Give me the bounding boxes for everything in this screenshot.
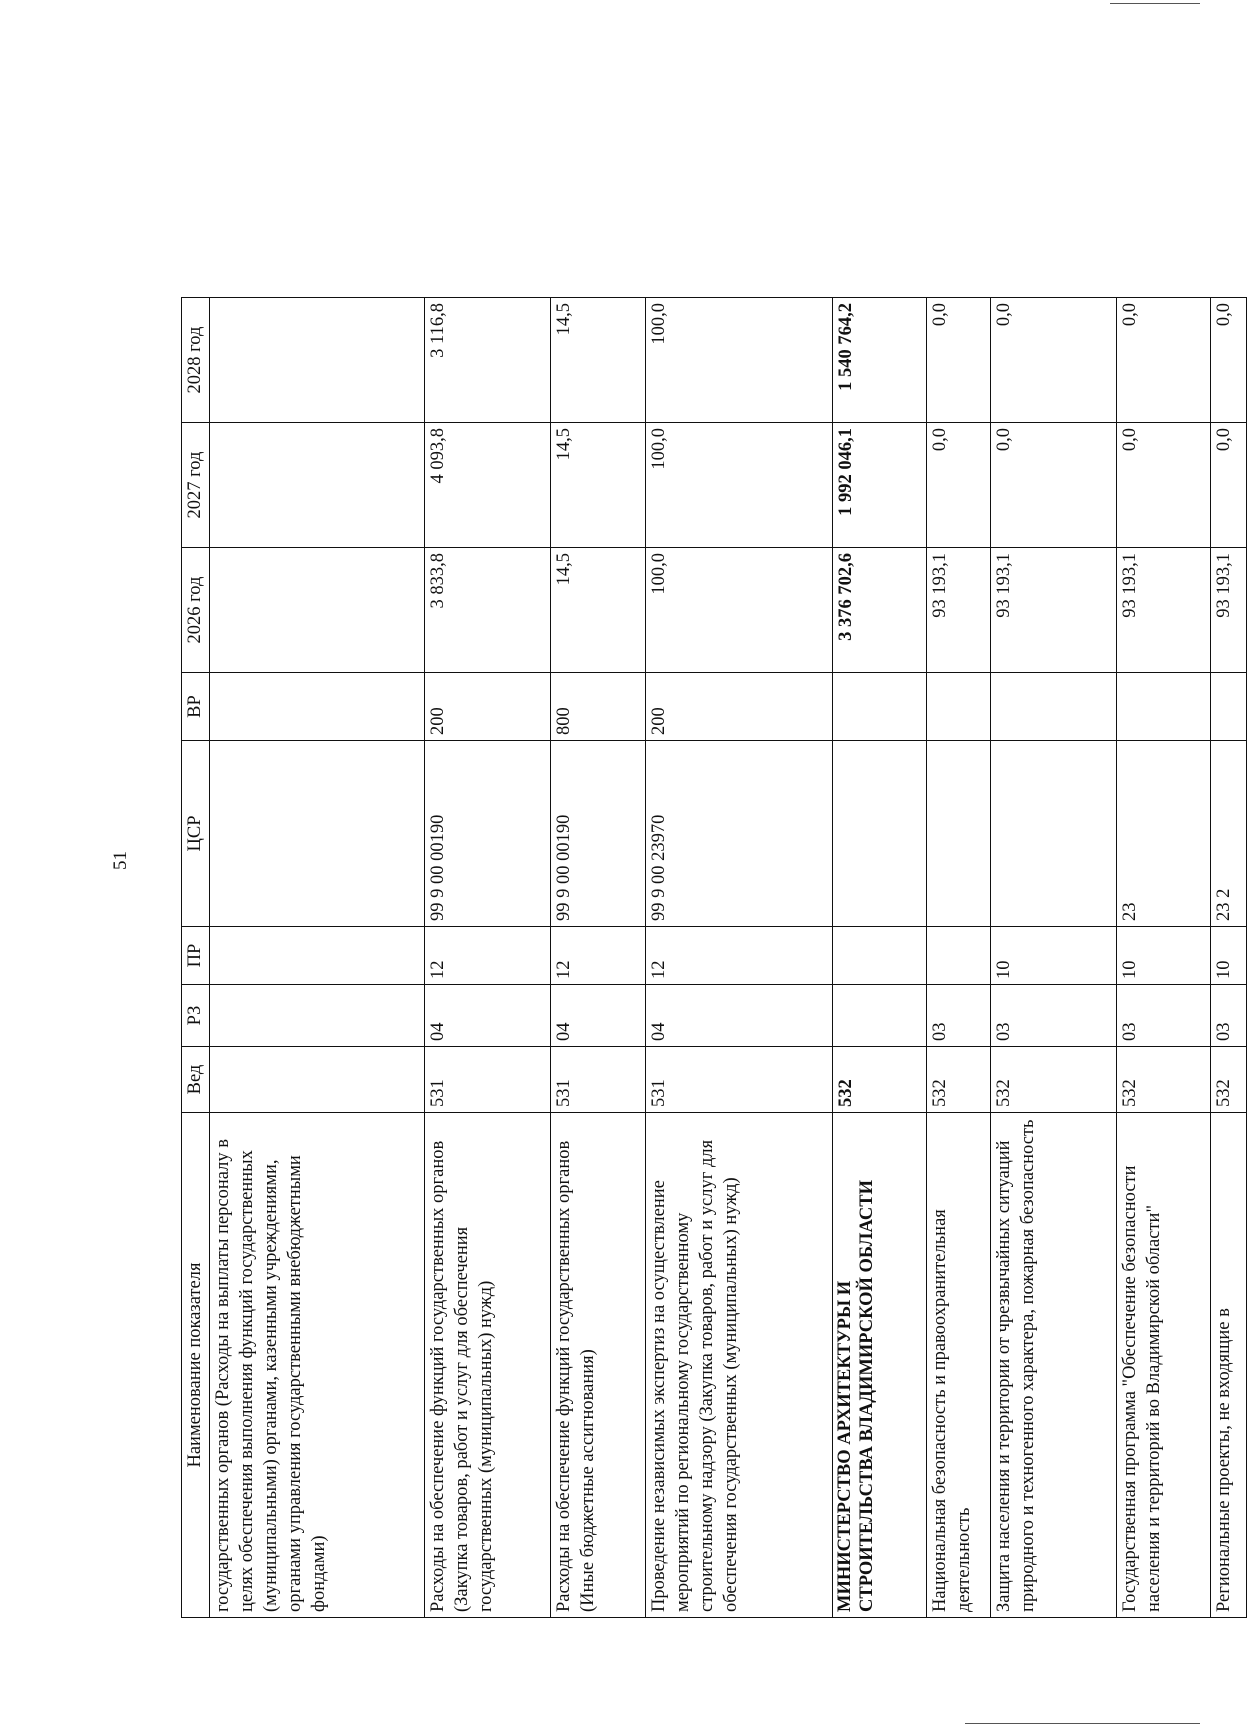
cell-csr: 99 9 00 00190 [550, 741, 645, 927]
header-2027: 2027 год [182, 423, 210, 548]
cell-rz [210, 985, 425, 1047]
cell-rz: 03 [1211, 985, 1247, 1047]
cell-vr [927, 673, 991, 741]
cell-csr [210, 741, 425, 927]
cell-2028 [210, 298, 425, 423]
page-number: 51 [110, 851, 131, 870]
cell-2028: 1 540 764,2 [832, 298, 927, 423]
cell-name: МИНИСТЕРСТВО АРХИТЕКТУРЫ И СТРОИТЕЛЬСТВА ВЛАДИМИРСКОЙ ОБЛАСТИ [832, 1113, 927, 1618]
header-csr: ЦСР [182, 741, 210, 927]
cell-vr [991, 673, 1116, 741]
cell-2027: 1 992 046,1 [832, 423, 927, 548]
cell-csr: 99 9 00 23970 [645, 741, 832, 927]
cell-2028: 0,0 [991, 298, 1116, 423]
header-2026: 2026 год [182, 548, 210, 673]
cell-2028: 14,5 [550, 298, 645, 423]
cell-csr [832, 741, 927, 927]
cell-2028: 100,0 [645, 298, 832, 423]
cell-2027: 14,5 [550, 423, 645, 548]
cell-csr [927, 741, 991, 927]
table-row [210, 298, 425, 1618]
cell-2026 [210, 548, 425, 673]
table-row [1116, 298, 1211, 1618]
cell-2026: 93 193,1 [1116, 548, 1211, 673]
cell-2028: 0,0 [927, 298, 991, 423]
cell-ved: 532 [927, 1047, 991, 1113]
budget-table [181, 297, 1247, 1618]
table-row [1211, 298, 1247, 1618]
cell-ved: 531 [645, 1047, 832, 1113]
cell-vr: 200 [425, 673, 550, 741]
cell-2026: 3 376 702,6 [832, 548, 927, 673]
cell-pr: 12 [425, 927, 550, 985]
cell-2028: 3 116,8 [425, 298, 550, 423]
cell-2027: 0,0 [1211, 423, 1247, 548]
cell-name: Национальная безопасность и правоохранительная деятельность [927, 1113, 991, 1618]
header-rz: РЗ [182, 985, 210, 1047]
table-row [832, 298, 927, 1618]
cell-2027 [210, 423, 425, 548]
cell-vr: 800 [550, 673, 645, 741]
cell-ved: 531 [550, 1047, 645, 1113]
cell-pr [210, 927, 425, 985]
cell-2026: 93 193,1 [927, 548, 991, 673]
cell-csr: 23 2 [1211, 741, 1247, 927]
cell-name: Государственная программа "Обеспечение безопасности населения и территорий во Владимирской области" [1116, 1113, 1211, 1618]
header-ved: Вед [182, 1047, 210, 1113]
cell-ved: 532 [991, 1047, 1116, 1113]
cell-2026: 3 833,8 [425, 548, 550, 673]
cell-pr: 10 [1211, 927, 1247, 985]
cell-name: Проведение независимых экспертиз на осуществление мероприятий по региональному государственному строительному надзору (Закупка товаров, работ и услуг для обеспечения государственных (муниципальных) нужд) [645, 1113, 832, 1618]
table-row [425, 298, 550, 1618]
cell-2027: 0,0 [1116, 423, 1211, 548]
table-body [210, 298, 1247, 1618]
cell-csr: 99 9 00 00190 [425, 741, 550, 927]
rotated-table-container [181, 298, 1247, 1618]
cell-name: Региональные проекты, не входящие в [1211, 1113, 1247, 1618]
cell-pr [832, 927, 927, 985]
cell-csr [991, 741, 1116, 927]
table-row [927, 298, 991, 1618]
header-pr: ПР [182, 927, 210, 985]
cell-rz: 04 [425, 985, 550, 1047]
cell-rz: 03 [1116, 985, 1211, 1047]
cell-2026: 93 193,1 [1211, 548, 1247, 673]
table-row [991, 298, 1116, 1618]
cell-rz: 03 [991, 985, 1116, 1047]
cell-ved: 532 [832, 1047, 927, 1113]
cell-rz [832, 985, 927, 1047]
cell-2026: 93 193,1 [991, 548, 1116, 673]
cell-2026: 14,5 [550, 548, 645, 673]
cell-2027: 4 093,8 [425, 423, 550, 548]
cell-2027: 0,0 [927, 423, 991, 548]
cell-ved [210, 1047, 425, 1113]
cell-name: Защита населения и территории от чрезвычайных ситуаций природного и техногенного характера, пожарная безопасность [991, 1113, 1116, 1618]
cell-2028: 0,0 [1211, 298, 1247, 423]
cell-2028: 0,0 [1116, 298, 1211, 423]
header-name: Наименование показателя [182, 1113, 210, 1618]
cell-2027: 0,0 [991, 423, 1116, 548]
cell-ved: 532 [1211, 1047, 1247, 1113]
cell-rz: 03 [927, 985, 991, 1047]
cell-pr: 12 [550, 927, 645, 985]
cell-rz: 04 [550, 985, 645, 1047]
scan-line-top [1110, 3, 1200, 4]
cell-vr: 200 [645, 673, 832, 741]
cell-ved: 531 [425, 1047, 550, 1113]
cell-name: Расходы на обеспечение функций государственных органов (Закупка товаров, работ и услуг для обеспечения государственных (муниципальных) нужд) [425, 1113, 550, 1618]
cell-vr [832, 673, 927, 741]
scan-line-bottom [965, 1723, 1200, 1724]
cell-pr: 10 [991, 927, 1116, 985]
cell-pr: 10 [1116, 927, 1211, 985]
cell-rz: 04 [645, 985, 832, 1047]
cell-ved: 532 [1116, 1047, 1211, 1113]
cell-pr [927, 927, 991, 985]
cell-pr: 12 [645, 927, 832, 985]
table-header-row [182, 298, 210, 1618]
table-row [645, 298, 832, 1618]
header-vr: ВР [182, 673, 210, 741]
cell-2027: 100,0 [645, 423, 832, 548]
cell-vr [1116, 673, 1211, 741]
table-row [550, 298, 645, 1618]
cell-name: государственных органов (Расходы на выплаты персоналу в целях обеспечения выполнения функций государственных (муниципальными) органами, казенными учреждениями, органами управления государственными внебюджетными фондами) [210, 1113, 425, 1618]
cell-name: Расходы на обеспечение функций государственных органов (Иные бюджетные ассигнования) [550, 1113, 645, 1618]
cell-vr [1211, 673, 1247, 741]
cell-vr [210, 673, 425, 741]
cell-csr: 23 [1116, 741, 1211, 927]
header-2028: 2028 год [182, 298, 210, 423]
cell-2026: 100,0 [645, 548, 832, 673]
